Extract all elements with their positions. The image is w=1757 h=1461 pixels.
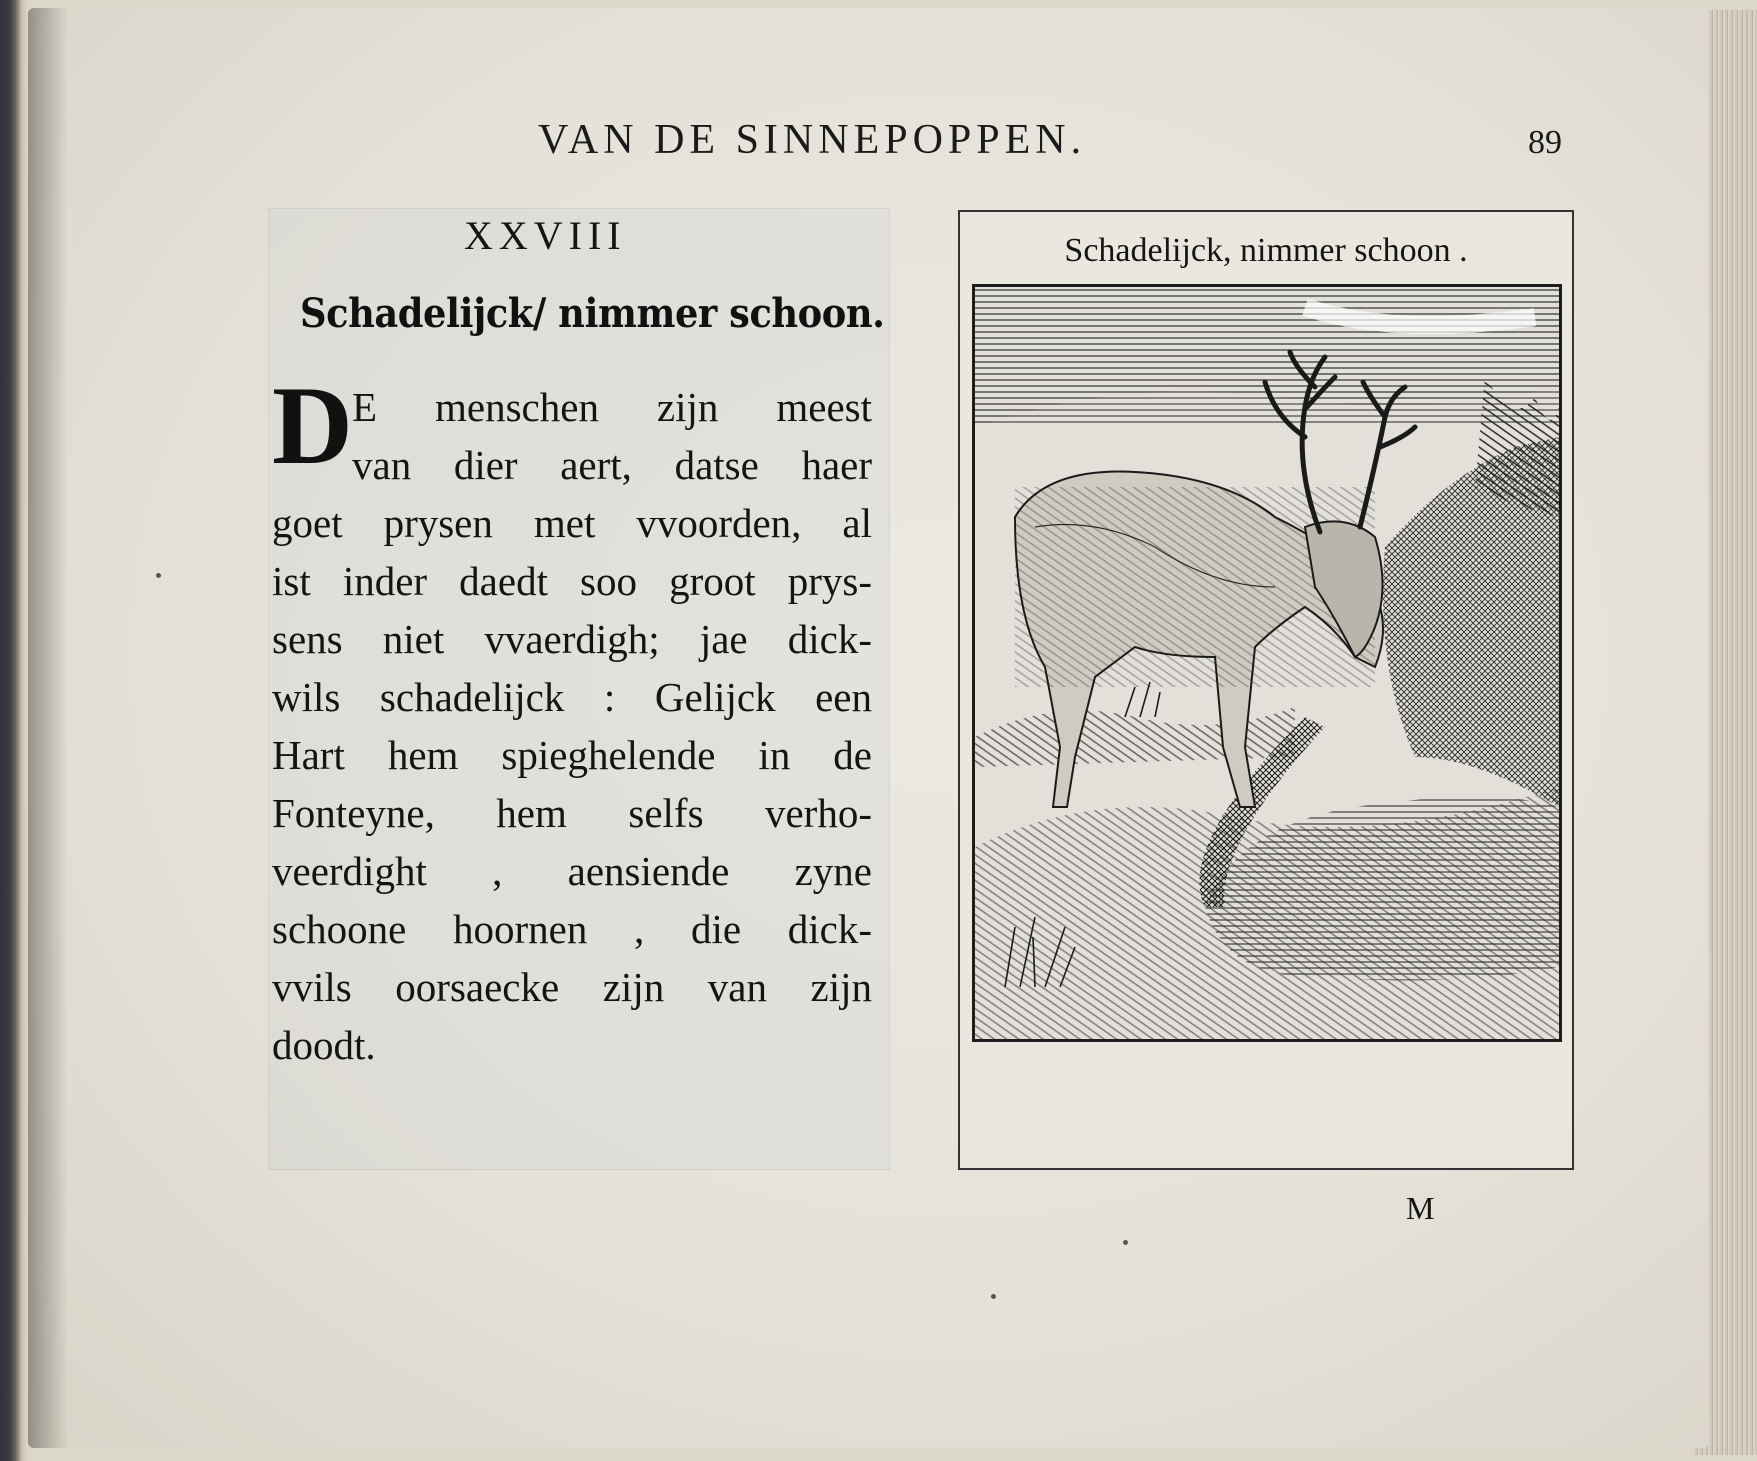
page-number: 89: [1528, 124, 1562, 161]
emblem-plate: [958, 210, 1574, 1170]
signature-mark: M: [1406, 1190, 1435, 1226]
book-page: [28, 8, 1708, 1448]
prose-line: schoone hoornen , die dick-: [272, 906, 872, 952]
running-head: VAN DE SINNEPOPPEN.: [538, 117, 1087, 163]
prose-line: wils schadelijck : Gelijck een: [272, 674, 872, 720]
prose-line: E menschen zijn meest: [352, 384, 872, 430]
prose-line: doodt.: [272, 1022, 376, 1068]
prose-line: vvils oorsaecke zijn van zijn: [272, 964, 872, 1010]
prose-lines: [272, 364, 872, 1074]
emblem-prose: [272, 364, 872, 1074]
prose-line: ist inder daedt soo groot prys-: [272, 558, 872, 604]
prose-line: van dier aert, datse haer: [352, 442, 872, 488]
prose-line: veerdight , aensiende zyne: [272, 848, 872, 894]
stag-at-fountain-engraving-icon: [972, 284, 1562, 1042]
paper-spot: [1123, 1240, 1128, 1245]
drop-cap: D: [272, 364, 353, 488]
plate-motto: Schadelijck, nimmer schoon .: [1064, 232, 1468, 269]
gutter-shadow: [28, 8, 68, 1448]
prose-line: goet prysen met vvoorden, al: [272, 500, 872, 546]
emblem-numeral: XXVIII: [464, 213, 627, 258]
paper-spot: [991, 1294, 996, 1299]
engraving-svg: [975, 287, 1559, 1039]
emblem-motto-blackletter: Schadelijck/ nimmer schoon.: [300, 290, 885, 337]
prose-line: Hart hem spieghelende in de: [272, 732, 872, 778]
prose-line: Fonteyne, hem selfs verho-: [272, 790, 872, 836]
paper-spot: [156, 573, 161, 578]
prose-line: sens niet vvaerdigh; jae dick-: [272, 616, 872, 662]
